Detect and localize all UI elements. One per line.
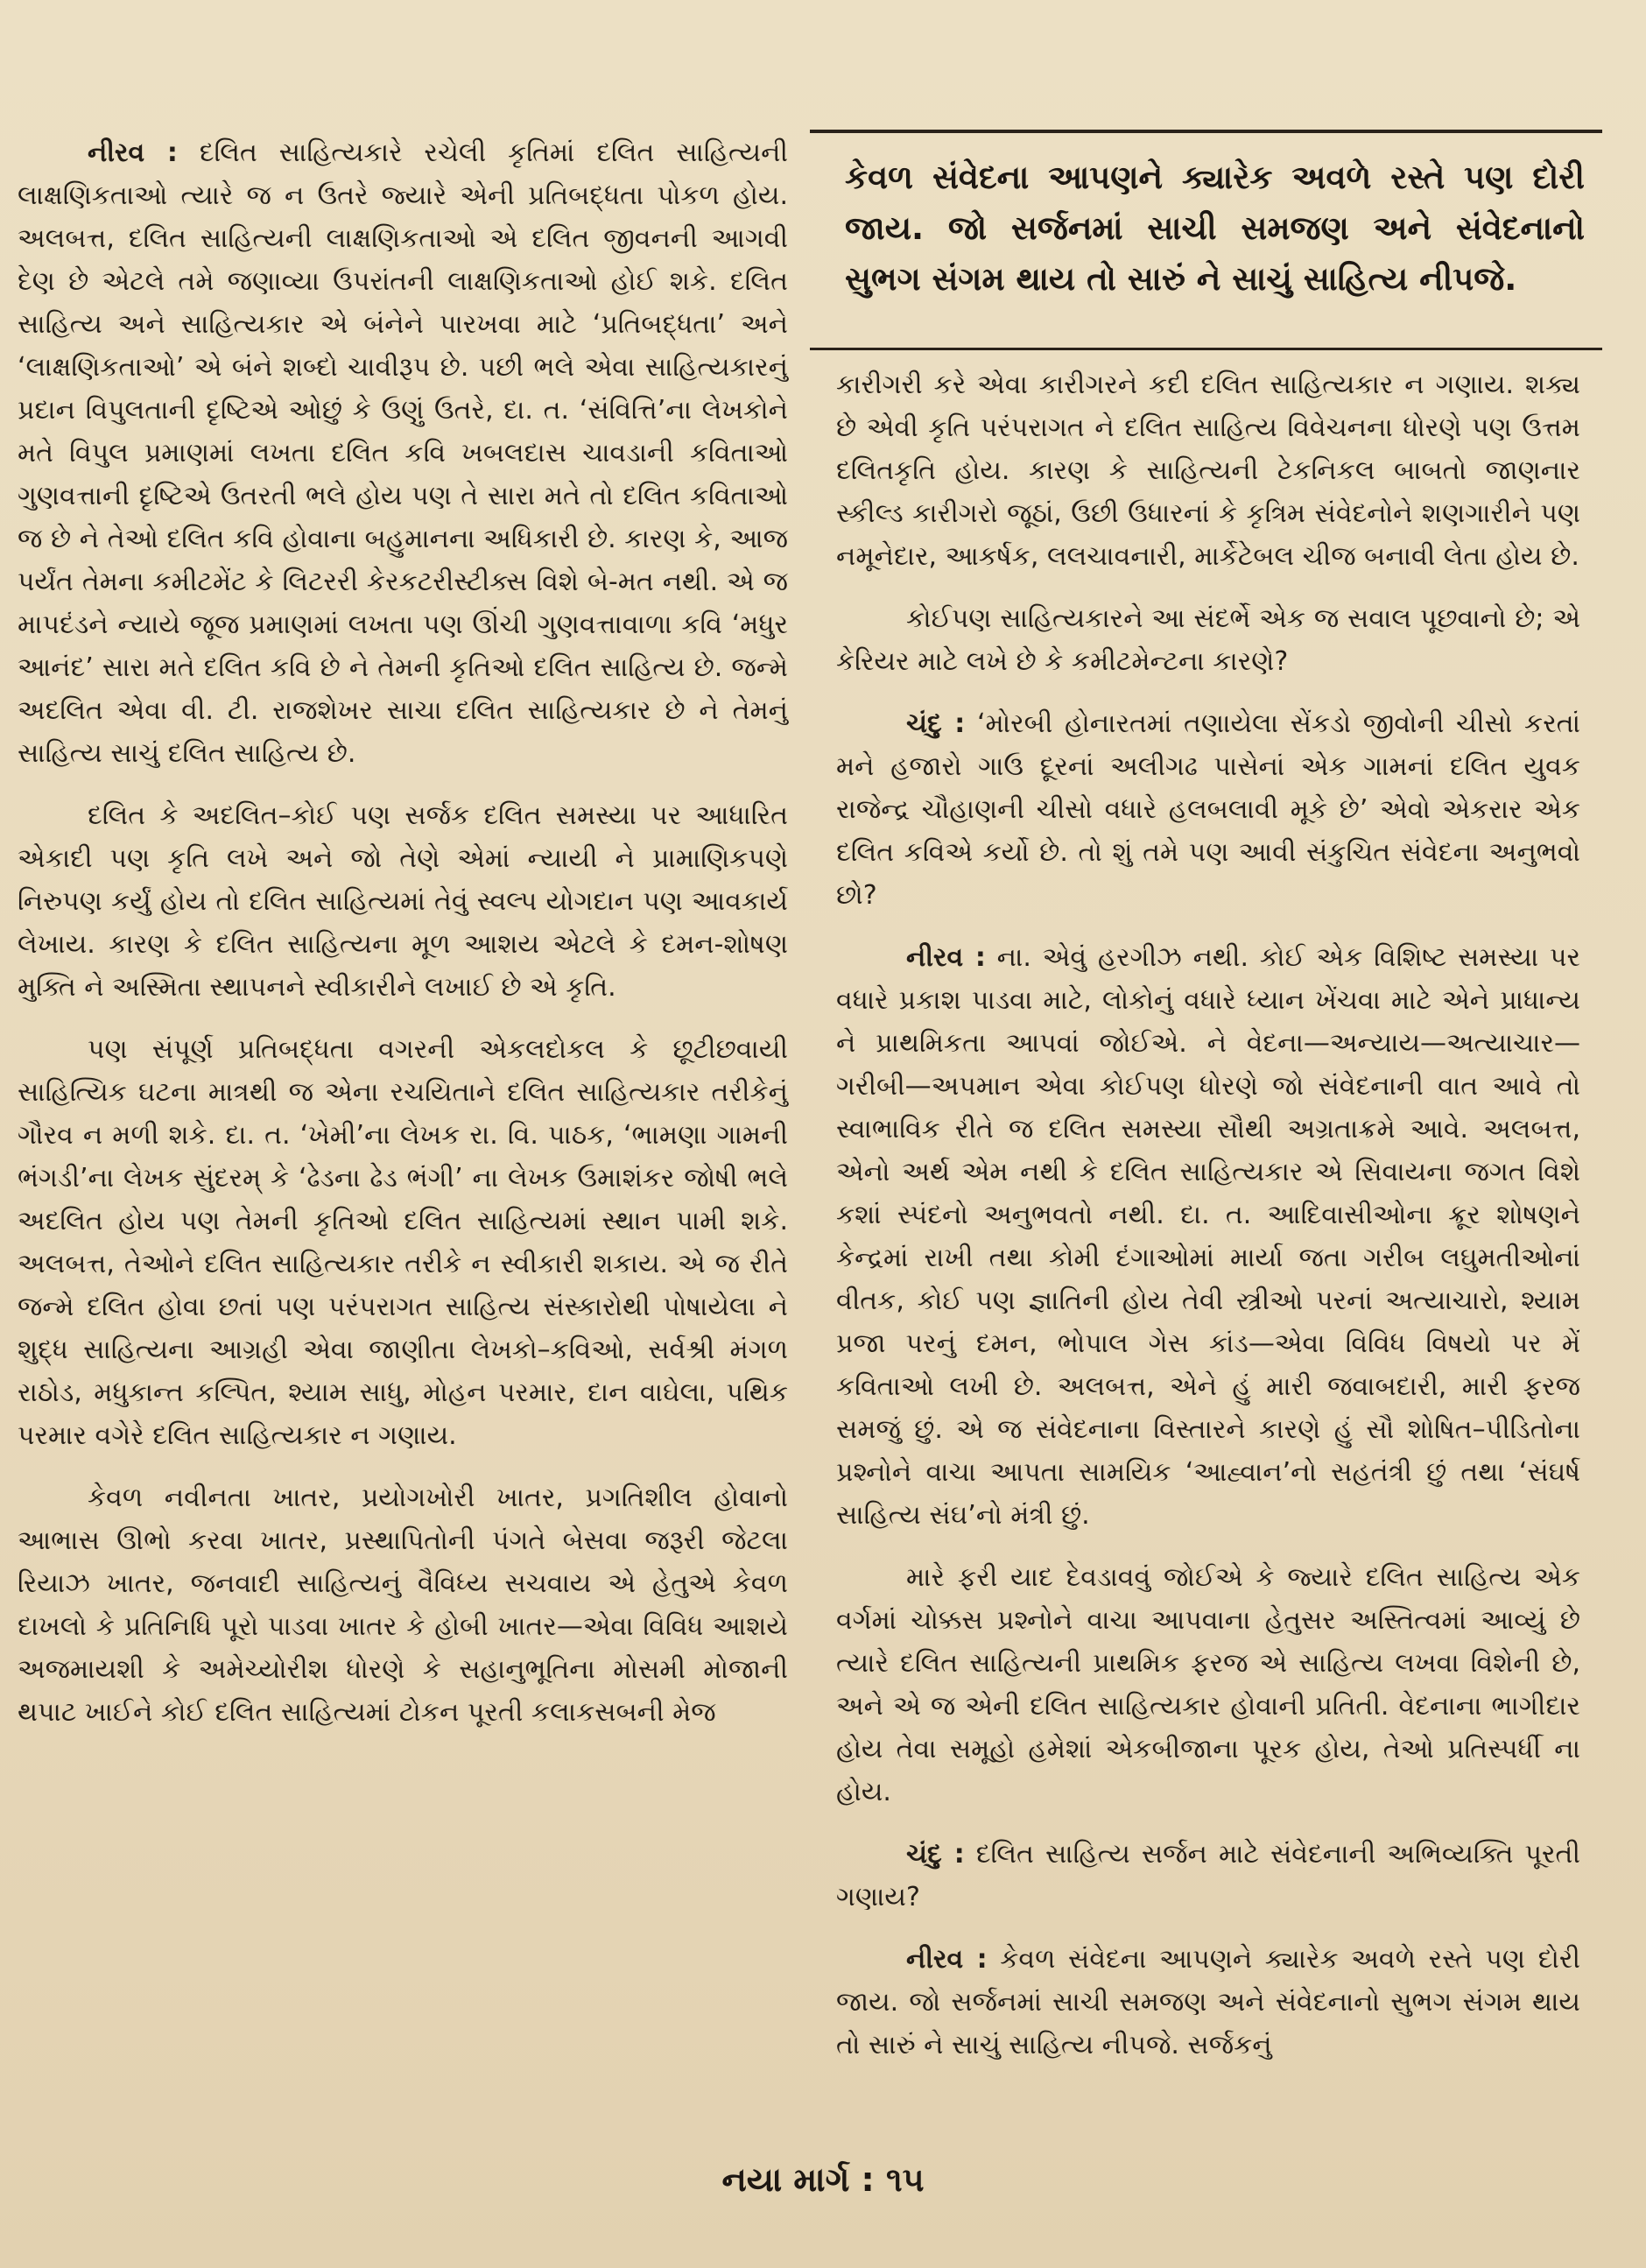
left-column bbox=[18, 131, 788, 1753]
speaker-label: ચંદુ : bbox=[906, 1839, 965, 1870]
speaker-label: નીરવ : bbox=[906, 942, 986, 973]
paragraph: કારીગરી કરે એવા કારીગરને કદી દલિત સાહિત્યકાર ન ગણાય. શક્ય છે એવી કૃતિ પરંપરાગત ને દલિત સાહિત્ય વિવેચનના ધોરણે પણ ઉત્તમ દલિતકૃતિ હોય. કારણ કે સાહિત્યની ટેકનિકલ બાબતો જાણનાર સ્કીલ્ડ કારીગરો જૂઠાં, ઉછી ઉધારનાં કે કૃત્રિમ સંવેદનોને શણગારીને પણ નમૂનેદાર, આકર્ષક, લલચાવનારી, માર્કેટેબલ ચીજ બનાવી લેતા હોય છે. bbox=[836, 370, 1580, 572]
paragraph bbox=[18, 131, 788, 775]
paragraph bbox=[836, 702, 1580, 917]
paragraph bbox=[836, 1833, 1580, 1919]
paragraph-text: ‘મોરબી હોનારતમાં તણાયેલા સેંકડો જીવોની ચીસો કરતાં મને હજારો ગાઉ દૂરનાં અલીગઢ પાસેનાં એક ગામનાં દલિત યુવક રાજેન્દ્ર ચૌહાણની ચીસો વધારે હલબલાવી મૂકે છે’ એવો એકરાર એક દલિત કવિએ કર્યો છે. તો શું તમે પણ આવી સંકુચિત સંવેદના અનુભવો છો? bbox=[836, 708, 1580, 911]
paragraph-text: કેવળ સંવેદના આપણને ક્યારેક અવળે રસ્તે પણ દોરી જાય. જો સર્જનમાં સાચી સમજણ અને સંવેદનાનો સુભગ સંગમ થાય તો સારું ને સાચું સાહિત્ય નીપજે. સર્જકનું bbox=[836, 1944, 1580, 2060]
paragraph-text: દલિત સાહિત્યકારે રચેલી કૃતિમાં દલિત સાહિત્યની લાક્ષણિકતાઓ ત્યારે જ ન ઉતરે જ્યારે એની પ્રતિબદ્ધતા પોકળ હોય. અલબત્ત, દલિત સાહિત્યની લાક્ષણિકતાઓ એ દલિત જીવનની આગવી દેણ છે એટલે તમે જણાવ્યા ઉપરાંતની લાક્ષણિકતાઓ હોઈ શકે. દલિત સાહિત્ય અને સાહિત્યકાર એ બંનેને પારખવા માટે ‘પ્રતિબદ્ધતા’ અને ‘લાક્ષણિકતાઓ’ એ બંને શબ્દો ચાવીરૂપ છે. પછી ભલે એવા સાહિત્યકારનું પ્રદાન વિપુલતાની દૃષ્ટિએ ઓછું કે ઉણું ઉતરે, દા. ત. ‘સંવિત્તિ’ના લેખકોને મતે વિપુલ પ્રમાણમાં લખતા દલિત કવિ ખબલદાસ ચાવડાની કવિતાઓ ગુણવત્તાની દૃષ્ટિએ ઉતરતી ભલે હોય પણ તે સારા મતે તો દલિત કવિતાઓ જ છે ને તેઓ દલિત કવિ હોવાના બહુમાનના અધિકારી છે. કારણ કે, આજ પર્યંત તેમના કમીટમેંટ કે લિટરરી કેરકટરીસ્ટીક્સ વિશે બે-મત નથી. એ જ માપદંડને ન્યાયે જૂજ પ્રમાણમાં લખતા પણ ઊંચી ગુણવત્તાવાળા કવિ ‘મધુર આનંદ’ સારા મતે દલિત કવિ છે ને તેમની કૃતિઓ દલિત સાહિત્ય છે. જન્મે અદલિત એવા વી. ટી. રાજશેખર સાચા દલિત સાહિત્યકાર છે ને તેમનું સાહિત્ય સાચું દલિત સાહિત્ય છે. bbox=[18, 137, 788, 769]
paragraph-text: દલિત સાહિત્ય સર્જન માટે સંવેદનાની અભિવ્યક્તિ પૂરતી ગણાય? bbox=[836, 1839, 1580, 1912]
speaker-label: ચંદુ : bbox=[906, 708, 966, 739]
paragraph: દલિત કે અદલિત–કોઈ પણ સર્જક દલિત સમસ્યા પર આધારિત એકાદી પણ કૃતિ લખે અને જો તેણે એમાં ન્યાયી ને પ્રામાણિકપણે નિરુપણ કર્યું હોય તો દલિત સાહિત્યમાં તેવું સ્વલ્પ યોગદાન પણ આવકાર્ય લેખાય. કારણ કે દલિત સાહિત્યના મૂળ આશય એટલે કે દમન-શોષણ મુક્તિ ને અસ્મિતા સ્થાપનને સ્વીકારીને લખાઈ છે એ કૃતિ. bbox=[18, 800, 788, 1003]
pull-quote: કેવળ સંવેદના આપણને ક્યારેક અવળે રસ્તે પણ દોરી જાય. જો સર્જનમાં સાચી સમજણ અને સંવેદનાનો સુભગ સંગમ થાય તો સારું ને સાચું સાહિત્ય નીપજે. bbox=[810, 130, 1602, 350]
page-footer: નયા માર્ગ : ૧૫ bbox=[721, 2160, 925, 2199]
speaker-label: નીરવ : bbox=[88, 137, 178, 168]
paragraph: કેવળ નવીનતા ખાતર, પ્રયોગખોરી ખાતર, પ્રગતિશીલ હોવાનો આભાસ ઊભો કરવા ખાતર, પ્રસ્થાપિતોની પંગતે બેસવા જરૂરી જેટલા રિયાઝ ખાતર, જનવાદી સાહિત્યનું વૈવિધ્ય સચવાય એ હેતુએ કેવળ દાખલો કે પ્રતિનિધિ પૂરો પાડવા ખાતર કે હોબી ખાતર—એવા વિવિધ આશયે અજમાયશી કે અમેચ્યોરીશ ધોરણે કે સહાનુભૂતિના મોસમી મોજાની થપાટ ખાઈને કોઈ દલિત સાહિત્યમાં ટોકન પૂરતી કલાકસબની મેજ bbox=[18, 1483, 788, 1728]
paragraph: મારે ફરી યાદ દેવડાવવું જોઈએ કે જ્યારે દલિત સાહિત્ય એક વર્ગમાં ચોક્કસ પ્રશ્નોને વાચા આપવાના હેતુસર અસ્તિત્વમાં આવ્યું છે ત્યારે દલિત સાહિત્યની પ્રાથમિક ફરજ એ સાહિત્ય લખવા વિશેની છે, અને એ જ એની દલિત સાહિત્યકાર હોવાની પ્રતિતી. વેદનાના ભાગીદાર હોય તેવા સમૂહો હમેશાં એકબીજાના પૂરક હોય, તેઓ પ્રતિસ્પર્ધી ના હોય. bbox=[836, 1562, 1580, 1807]
paragraph bbox=[836, 1938, 1580, 2067]
paragraph-text: ના. એવું હરગીઝ નથી. કોઈ એક વિશિષ્ટ સમસ્યા પર વધારે પ્રકાશ પાડવા માટે, લોકોનું વધારે ધ્યાન ખેંચવા માટે એને પ્રાધાન્ય ને પ્રાથમિકતા આપવાં જોઈએ. ને વેદના—અન્યાય—અત્યાચાર—ગરીબી—અપમાન એવા કોઈપણ ધોરણે જો સંવેદનાની વાત આવે તો સ્વાભાવિક રીતે જ દલિત સમસ્યા સૌથી અગ્રતાક્રમે આવે. અલબત્ત, એનો અર્થ એમ નથી કે દલિત સાહિત્યકાર એ સિવાયના જગત વિશે કશાં સ્પંદનો અનુભવતો નથી. દા. ત. આદિવાસીઓના ક્રૂર શોષણને કેન્દ્રમાં રાખી તથા કોમી દંગાઓમાં માર્યા જતા ગરીબ લઘુમતીઓનાં વીતક, કોઈ પણ જ્ઞાતિની હોય તેવી સ્ત્રીઓ પરનાં અત્યાચારો, શ્યામ પ્રજા પરનું દમન, ભોપાલ ગેસ કાંડ—એવા વિવિધ વિષયો પર મેં કવિતાઓ લખી છે. અલબત્ત, એને હું મારી જવાબદારી, મારી ફરજ સમજું છું. એ જ સંવેદનાના વિસ્તારને કારણે હું સૌ શોષિત–પીડિતોના પ્રશ્નોને વાચા આપતા સામયિક ‘આહ્વાન’નો સહતંત્રી છું તથા ‘સંઘર્ષ સાહિત્ય સંઘ’નો મંત્રી છું. bbox=[836, 942, 1580, 1531]
speaker-label: નીરવ : bbox=[906, 1944, 988, 1975]
paragraph: પણ સંપૂર્ણ પ્રતિબદ્ધતા વગરની એકલદોકલ કે છૂટીછવાયી સાહિત્યિક ઘટના માત્રથી જ એના રચયિતાને દલિત સાહિત્યકાર તરીકેનું ગૌરવ ન મળી શકે. દા. ત. ‘ખેમી’ના લેખક રા. વિ. પાઠક, ‘ભામણા ગામની ભંગડી’ના લેખક સુંદરમ્ કે ‘ઢેડના ઢેડ ભંગી’ ના લેખક ઉમાશંકર જોષી ભલે અદલિત હોય પણ તેમની કૃતિઓ દલિત સાહિત્યમાં સ્થાન પામી શકે. અલબત્ત, તેઓને દલિત સાહિત્યકાર તરીકે ન સ્વીકારી શકાય. એ જ રીતે જન્મે દલિત હોવા છતાં પણ પરંપરાગત સાહિત્ય સંસ્કારોથી પોષાયેલા ને શુદ્ધ સાહિત્યના આગ્રહી એવા જાણીતા લેખકો–કવિઓ, સર્વશ્રી મંગળ રાઠોડ, મધુકાન્ત કલ્પિત, શ્યામ સાધુ, મોહન પરમાર, દાન વાઘેલા, પથિક પરમાર વગેરે દલિત સાહિત્યકાર ન ગણાય. bbox=[18, 1034, 788, 1451]
paragraph: કોઈપણ સાહિત્યકારને આ સંદર્ભે એક જ સવાલ પૂછવાનો છે; એ કેરિયર માટે લખે છે કે કમીટમેન્ટના કારણે? bbox=[836, 603, 1580, 677]
right-column bbox=[836, 363, 1580, 2086]
paragraph bbox=[836, 936, 1580, 1537]
